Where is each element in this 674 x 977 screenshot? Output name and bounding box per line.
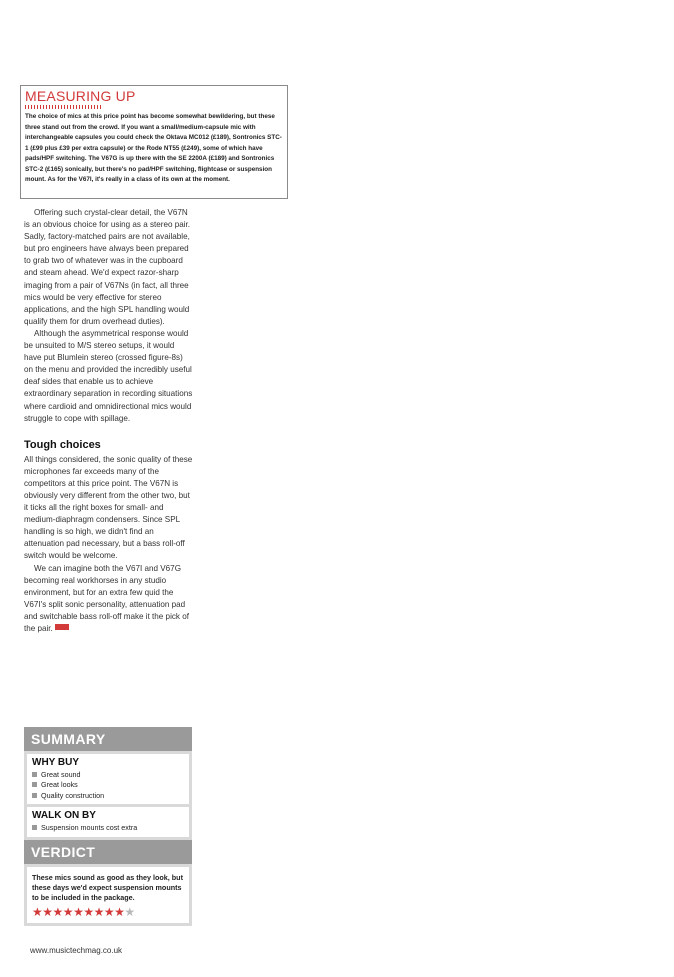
list-item (32, 823, 184, 833)
square-bullet-icon (32, 793, 37, 798)
title-underline-decoration (25, 105, 103, 109)
measuring-up-title: MEASURING UP (25, 88, 136, 104)
star-rating (32, 906, 184, 919)
star-empty-icon: ★ (124, 904, 135, 919)
verdict-block (27, 867, 189, 923)
star-filled-icon: ★ (93, 904, 104, 919)
star-filled-icon: ★ (83, 904, 94, 919)
verdict-title: VERDICT (24, 840, 192, 864)
list-item-text: Quality construction (41, 790, 105, 800)
list-item (32, 780, 184, 790)
measuring-up-text: The choice of mics at this price point has become somewhat bewildering, but these three stand out from the crowd. If you want a small/medium-capsule mic with interchangeable capsules you could check the Oktava MC012 (£189), Sontronics STC-1 (£99 plus £39 per extra capsule) or the Rode NT55 (£249), some of which have pads/HPF switching. The V67G is up there with the SE 2200A (£189) and Sontronics STC-2 (£165) sonically, but there's no pad/HPF switching, flightcase or suspension mount. As for the V67I, it's really in a class of its own at the moment. (25, 113, 282, 183)
star-filled-icon: ★ (52, 904, 63, 919)
list-item-text: Great looks (41, 780, 78, 790)
walk-on-by-heading: WALK ON BY (32, 810, 96, 822)
star-filled-icon: ★ (103, 904, 115, 919)
paragraph: Offering such crystal-clear detail, the V67N is an obvious choice for using as a stereo pair. Sadly, factory-matched pairs are not available, but pro engineers have always been prepared to grab two of whatever was in the cupboard and steam ahead. We'd expect razor-sharp imaging from a pair of V67Ns (in fact, all three mics would be very effective for stereo applications, and the high SPL handling would qualify them for drum overhead duties). (24, 208, 191, 326)
star-filled-icon: ★ (73, 904, 84, 919)
end-mark-icon (55, 624, 69, 630)
star-filled-icon: ★ (62, 904, 74, 919)
list-item (32, 791, 184, 801)
paragraph-text: We can imagine both the V67I and V67G becoming real workhorses in any studio environment, but for an extra few quid the V67I's split sonic personality, attenuation pad and switchable bass roll-off make it the pick of the pair. (24, 563, 189, 633)
summary-panel (24, 727, 192, 926)
why-buy-heading: WHY BUY (32, 757, 80, 768)
star-filled-icon: ★ (42, 904, 53, 919)
summary-title: SUMMARY (24, 727, 192, 751)
why-buy-block (27, 754, 189, 804)
square-bullet-icon (32, 782, 37, 787)
verdict-text: These mics sound as good as they look, but these days we'd expect suspension mounts to be included in the package. (32, 872, 183, 902)
square-bullet-icon (32, 825, 37, 830)
star-filled-icon: ★ (32, 904, 43, 919)
paragraph: Although the asymmetrical response would be unsuited to M/S stereo setups, it would have put Blumlein stereo (crossed figure-8s) on the menu and provided the incredibly useful deaf sides that enable us to achieve extraordinary separation in recording situations where cardioid and omnidirectional mics would struggle to cope with spillage. (24, 328, 193, 423)
paragraph: All things considered, the sonic quality of these microphones far exceeds many of the competitors at this price point. The V67N is obviously very different from the other two, but it ticks all the right boxes for small- and medium-diaphragm condensers. Since SPL handling is so high, we didn't find an attenuation pad necessary, but a bass roll-off switch would be welcome. (24, 454, 193, 561)
paragraph (24, 563, 194, 636)
list-item-text: Great sound (41, 770, 81, 779)
article-body (24, 207, 194, 635)
list-item-text: Suspension mounts cost extra (41, 823, 138, 833)
list-item (32, 770, 184, 780)
walk-on-by-block (27, 807, 189, 836)
square-bullet-icon (32, 772, 37, 777)
star-filled-icon: ★ (114, 904, 125, 919)
footer-url: www.musictechmag.co.uk (30, 946, 123, 955)
section-heading: Tough choices (24, 438, 101, 451)
measuring-up-box (20, 85, 288, 199)
